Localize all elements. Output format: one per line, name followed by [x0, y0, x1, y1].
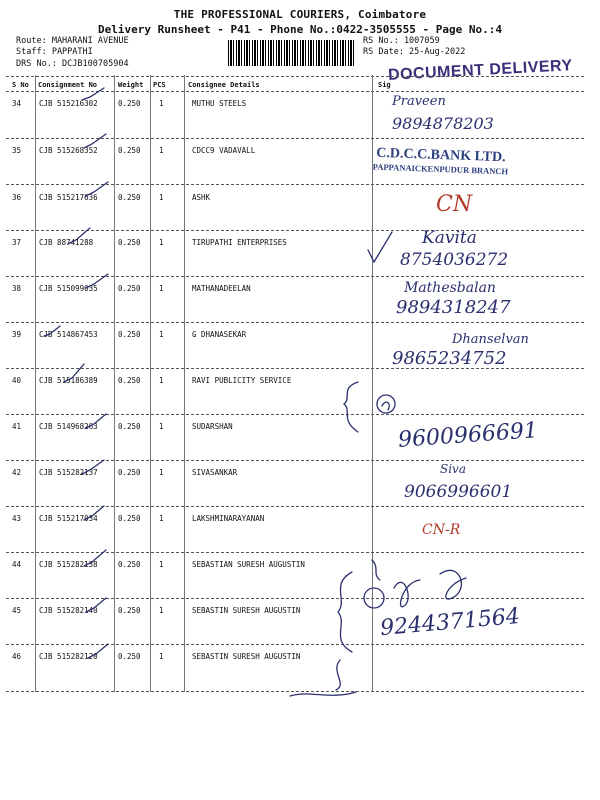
handwritten-phone: 9894878203: [392, 114, 494, 133]
tick-mark: [84, 550, 106, 566]
row-consignee: MATHANADEELAN: [192, 284, 251, 293]
circle-mark: [364, 588, 384, 608]
handwritten-phone: 9244371564: [379, 603, 521, 642]
handwritten-cn-mark: CN: [436, 192, 473, 217]
handwritten-name: Praveen: [392, 94, 446, 109]
row-consignment: CJB 515268352: [39, 146, 98, 155]
staff-label: Staff: PAPPATHI: [16, 47, 93, 57]
tick-mark: [86, 274, 108, 288]
row-pcs: 1: [159, 422, 164, 431]
row-weight: 0.250: [118, 468, 141, 477]
column-consignment: Consignment No: [38, 81, 98, 89]
row-weight: 0.250: [118, 560, 141, 569]
row-weight: 0.250: [118, 514, 141, 523]
column-sno: S No: [12, 81, 29, 89]
row-pcs: 1: [159, 376, 164, 385]
row-consignment: CJB 515216302: [39, 99, 98, 108]
row-consignment: CJB 514968263: [39, 422, 98, 431]
row-consignment: CJB 515217034: [39, 514, 98, 523]
tick-mark: [84, 134, 106, 148]
row-weight: 0.250: [118, 652, 141, 661]
row-sno: 43: [12, 514, 22, 523]
row-weight: 0.250: [118, 238, 141, 247]
handwritten-phone: 8754036272: [400, 250, 509, 270]
row-consignment: CJB 515217636: [39, 193, 98, 202]
row-pcs: 1: [159, 468, 164, 477]
document-delivery-stamp: DOCUMENT DELIVERY: [387, 57, 574, 84]
column-weight: Weight: [118, 81, 144, 89]
row-weight: 0.250: [118, 284, 141, 293]
tick-mark: [88, 644, 108, 658]
row-pcs: 1: [159, 560, 164, 569]
ink-stroke: [290, 692, 356, 696]
row-weight: 0.250: [118, 330, 141, 339]
signature-mark: [394, 570, 466, 606]
column-signature: Sig: [378, 81, 391, 89]
tick-mark: [64, 364, 84, 382]
row-pcs: 1: [159, 514, 164, 523]
bank-stamp-name: C.D.C.C.BANK LTD.: [376, 145, 506, 166]
row-consignment: CJB 515282137: [39, 468, 98, 477]
row-pcs: 1: [159, 99, 164, 108]
row-weight: 0.250: [118, 422, 141, 431]
row-pcs: 1: [159, 284, 164, 293]
row-sno: 42: [12, 468, 22, 477]
row-consignee: SUDARSHAN: [192, 422, 233, 431]
row-consignee: SEBASTIAN SURESH AUGUSTIN: [192, 560, 305, 569]
row-consignee: G DHANASEKAR: [192, 330, 247, 339]
rs-number: RS No.: 1007059: [363, 36, 440, 46]
drs-number: DRS No.: DCJB100705904: [16, 59, 129, 69]
bracket-mark: [344, 382, 358, 432]
check-mark: [368, 232, 392, 262]
row-sno: 38: [12, 284, 22, 293]
row-consignment: CJB 88741288: [39, 238, 94, 247]
handwritten-phone: 9865234752: [392, 348, 507, 369]
row-sno: 40: [12, 376, 22, 385]
tick-mark: [86, 182, 108, 196]
bank-stamp-branch: PAPPANAICKENPUDUR BRANCH: [372, 161, 509, 177]
tick-mark: [86, 598, 106, 612]
row-pcs: 1: [159, 330, 164, 339]
row-weight: 0.250: [118, 146, 141, 155]
row-pcs: 1: [159, 238, 164, 247]
tick-mark: [82, 88, 104, 100]
row-pcs: 1: [159, 606, 164, 615]
row-consignee: LAKSHMINARAYANAN: [192, 514, 265, 523]
row-consignee: TIRUPATHI ENTERPRISES: [192, 238, 287, 247]
row-pcs: 1: [159, 652, 164, 661]
runsheet-subtitle: Delivery Runsheet - P41 - Phone No.:0422-3505555 - Page No.:4: [98, 23, 502, 36]
ink-stroke: [372, 560, 380, 580]
row-sno: 44: [12, 560, 22, 569]
bracket-mark: [338, 572, 352, 652]
row-pcs: 1: [159, 193, 164, 202]
row-consignment: CJB 515186389: [39, 376, 98, 385]
tick-mark: [86, 414, 106, 428]
tick-mark: [44, 326, 60, 336]
row-sno: 34: [12, 99, 22, 108]
signature-mark: [382, 402, 389, 410]
bracket-mark: [336, 660, 340, 690]
row-pcs: 1: [159, 146, 164, 155]
tick-mark: [84, 506, 104, 520]
tick-mark: [68, 228, 90, 244]
row-consignment: CJB 515282140: [39, 606, 98, 615]
row-consignment: CJB 515099035: [39, 284, 98, 293]
handwritten-phone: 9066996601: [404, 482, 513, 502]
row-sno: 45: [12, 606, 22, 615]
row-consignee: SEBASTIN SURESH AUGUSTIN: [192, 652, 301, 661]
row-consignee: CDCC9 VADAVALL: [192, 146, 256, 155]
row-sno: 46: [12, 652, 22, 661]
row-consignment: CJB 514867453: [39, 330, 98, 339]
row-consignee: SIVASANKAR: [192, 468, 238, 477]
row-sno: 37: [12, 238, 22, 247]
row-consignment: CJB 515282120: [39, 652, 98, 661]
row-weight: 0.250: [118, 193, 141, 202]
tick-mark: [82, 460, 104, 474]
handwritten-name: Siva: [440, 462, 466, 476]
row-weight: 0.250: [118, 99, 141, 108]
route-label: Route: MAHARANI AVENUE: [16, 36, 129, 46]
row-sno: 41: [12, 422, 22, 431]
handwritten-phone: 9600966691: [397, 418, 539, 453]
rs-date: RS Date: 25-Aug-2022: [363, 47, 466, 57]
circle-mark: [377, 395, 395, 413]
row-consignee: ASHK: [192, 193, 211, 202]
row-sno: 35: [12, 146, 22, 155]
column-consignee: Consignee Details: [188, 81, 260, 89]
row-consignee: RAVI PUBLICITY SERVICE: [192, 376, 292, 385]
row-consignee: MUTHU STEELS: [192, 99, 247, 108]
row-sno: 36: [12, 193, 22, 202]
runsheet-title: THE PROFESSIONAL COURIERS, Coimbatore: [173, 8, 427, 21]
column-pcs: PCS: [153, 81, 166, 89]
row-sno: 39: [12, 330, 22, 339]
handwritten-name: Mathesbalan: [404, 280, 496, 296]
row-weight: 0.250: [118, 606, 141, 615]
row-weight: 0.250: [118, 376, 141, 385]
handwritten-name: Dhanselvan: [452, 332, 529, 347]
row-consignment: CJB 515282138: [39, 560, 98, 569]
handwritten-phone: 9894318247: [396, 297, 511, 318]
row-consignee: SEBASTIN SURESH AUGUSTIN: [192, 606, 301, 615]
handwritten-name: Kavita: [422, 228, 477, 248]
handwritten-cn-mark: CN-R: [422, 522, 461, 538]
